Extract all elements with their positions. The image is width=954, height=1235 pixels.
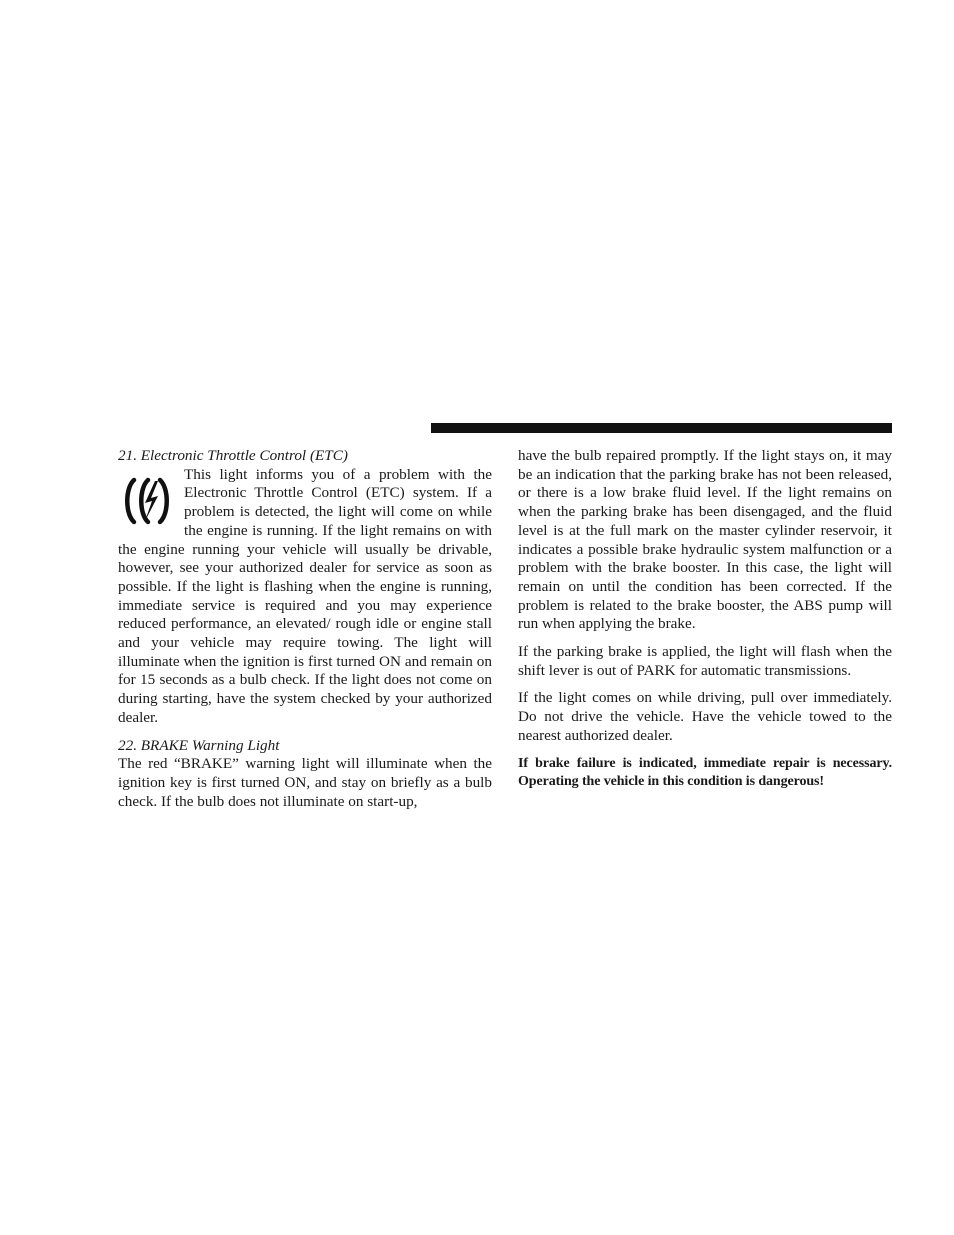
driving-paragraph: If the light comes on while driving, pull over immediately. Do not drive the vehicle. Have the vehicle towed to the nearest authorized dealer. [518, 689, 892, 744]
brake-body-left: The red “BRAKE” warning light will illuminate when the ignition key is first turned ON, and stay on briefly as a bulb check. If the bulb does not illuminate on start-up, [118, 755, 492, 810]
left-column [118, 447, 492, 811]
etc-heading: 21. Electronic Throttle Control (ETC) [118, 447, 348, 464]
right-column [518, 447, 892, 792]
brake-heading: 22. BRAKE Warning Light [118, 736, 280, 754]
brake-warning-text: If brake failure is indicated, immediate repair is necessary. Operating the vehicle in this condition is dangerous! [518, 755, 892, 790]
parking-brake-paragraph: If the parking brake is applied, the light will flash when the shift lever is out of PARK for automatic transmissions. [518, 643, 892, 679]
etc-body: This light informs you of a problem with the Electronic Throttle Control (ETC) system. If a problem is detected, the light will come on while the engine is running. If the light remains on with the engine running your vehicle will usually be drivable, however, see your authorized dealer for service as soon as possible. If the light is flashing when the engine is running, immediate service is required and you may experience reduced performance, an elevated/ rough idle or engine stall and your vehicle may require towing. The light will illuminate when the ignition is first turned ON and remain on for 15 seconds as a bulb check. If the light does not come on during starting, have the system checked by your authorized dealer. [118, 465, 492, 726]
etc-warning-icon [118, 472, 174, 530]
brake-body-right: have the bulb repaired promptly. If the light stays on, it may be an indication that the parking brake has not been released, or there is a low brake fluid level. If the light remains on when the parking brake has been disengaged, and the fluid level is at the full mark on the master cylinder reservoir, it indicates a possible brake hydraulic system malfunction or a problem with the brake booster. In this case, the light will remain on until the condition has been corrected. If the problem is related to the brake booster, the ABS pump will run when applying the brake. [518, 447, 892, 633]
section-rule [431, 423, 892, 433]
